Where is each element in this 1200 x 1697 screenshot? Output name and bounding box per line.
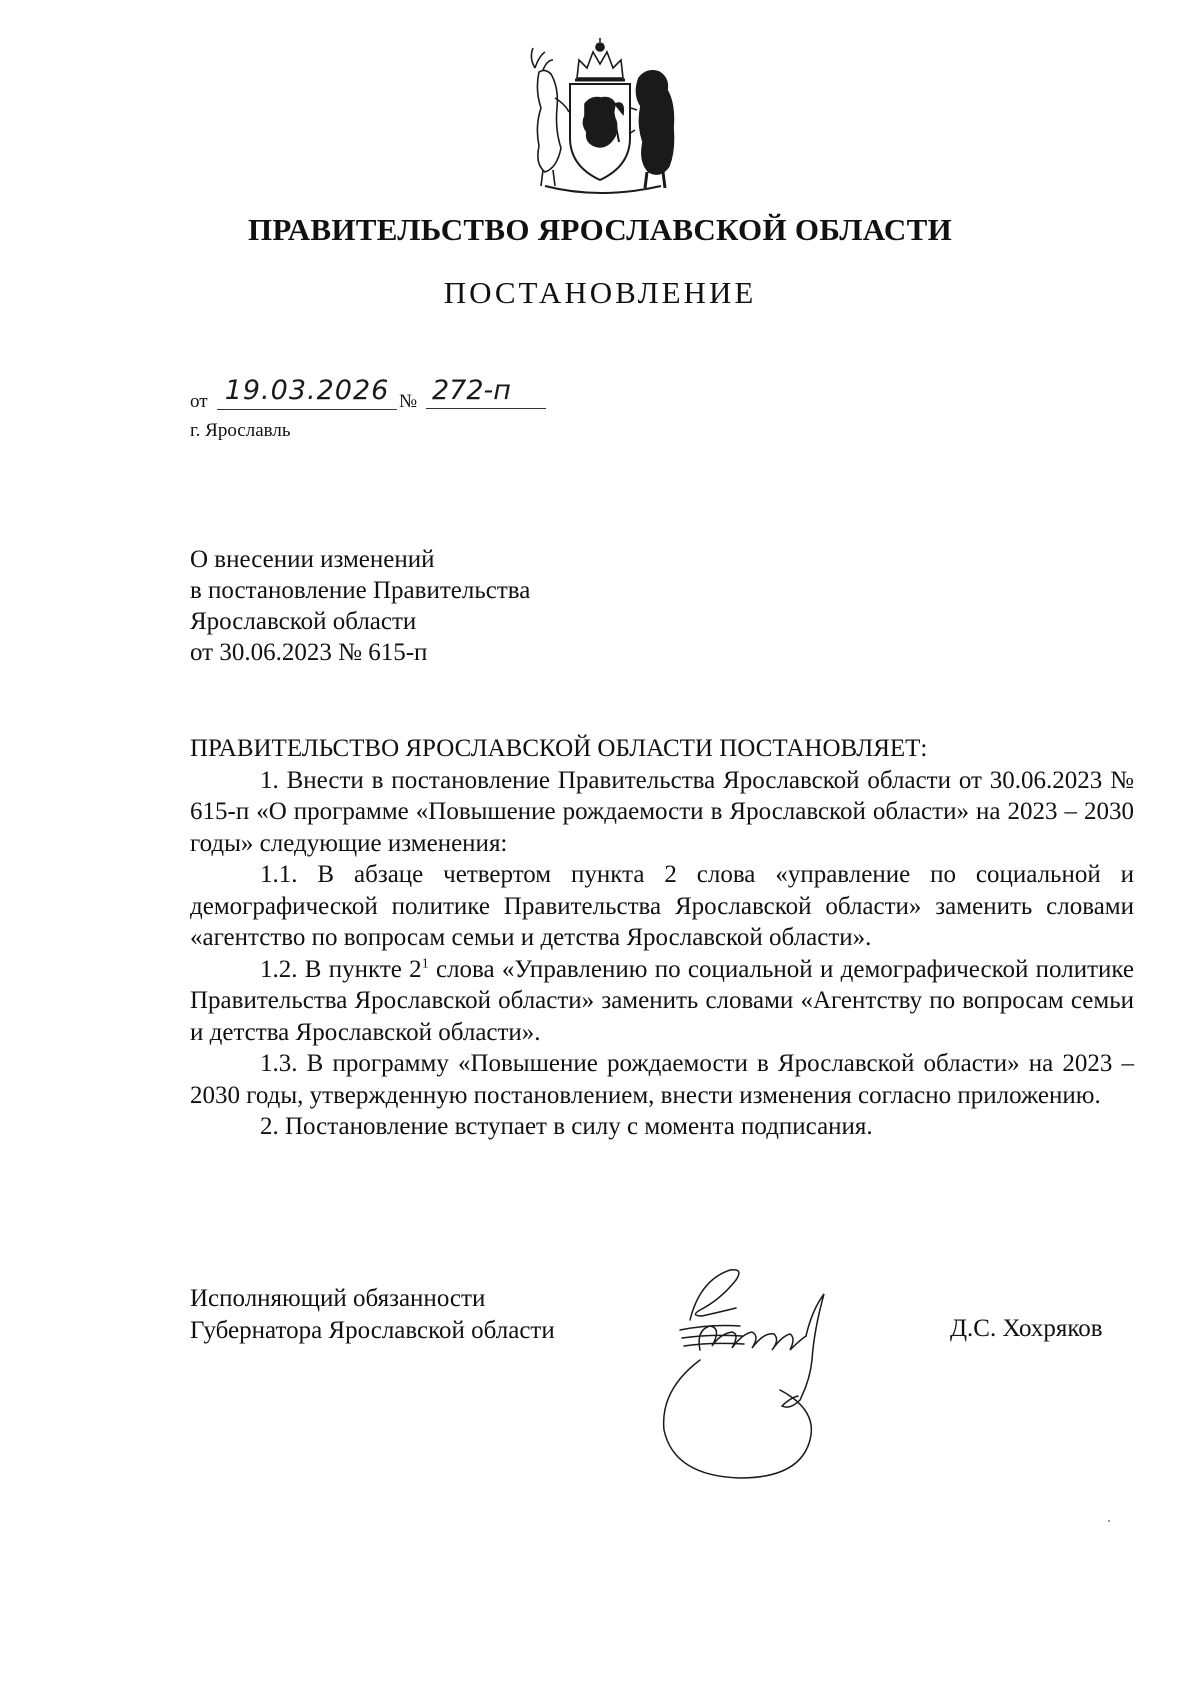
item-1-3: 1.3. В программу «Повышение рождаемости в Ярославской области» на 2023 – 2030 годы, утвержденную постановлением, внести изменения согласно приложению.	[190, 1050, 1134, 1109]
document-subject	[190, 544, 530, 668]
item-1: 1. Внести в постановление Правительства Ярославской области от 30.06.2023 № 615-п «О программе «Повышение рождаемости в Ярославской области» на 2023 – 2030 годы» следующие изменения:	[190, 766, 1134, 857]
preamble: ПРАВИТЕЛЬСТВО ЯРОСЛАВСКОЙ ОБЛАСТИ ПОСТАНОВЛЯЕТ:	[190, 735, 928, 762]
position-line: Губернатора Ярославской области	[190, 1317, 555, 1344]
handwritten-date: 19.03.2026	[217, 375, 397, 410]
signer-name: Д.С. Хохряков	[950, 1315, 1103, 1342]
item-1-2-rest: слова «Управлению по социальной и демографической политике Правительства Ярославской области» заменить словами «Агентству по вопросам семьи и детства Ярославской области».	[190, 955, 1134, 1046]
document-body	[190, 733, 1134, 1143]
position-line: Исполняющий обязанности	[190, 1285, 486, 1312]
coat-of-arms-emblem	[515, 38, 685, 198]
subject-line: О внесении изменений	[190, 546, 435, 573]
item-1-1: 1.1. В абзаце четвертом пункта 2 слова «управление по социальной и демографической политике Правительства Ярославской области» заменить словами «агентство по вопросам семьи и детства Ярославской области».	[190, 861, 1134, 951]
date-prefix: от	[190, 391, 208, 412]
subject-line: в постановление Правительства	[190, 577, 531, 604]
city-line: г. Ярославль	[190, 420, 291, 441]
registration-line	[190, 375, 710, 415]
document-type-title: ПОСТАНОВЛЕНИЕ	[443, 275, 757, 310]
subject-line: Ярославской области	[190, 608, 417, 635]
handwritten-signature	[640, 1250, 920, 1490]
subject-line: от 30.06.2023 № 615-п	[190, 639, 428, 666]
handwritten-number: 272-п	[426, 375, 546, 409]
scan-speck	[1108, 1520, 1110, 1522]
item-1-2	[190, 954, 1134, 1049]
item-2: 2. Постановление вступает в силу с момента подписания.	[260, 1113, 873, 1140]
government-title: ПРАВИТЕЛЬСТВО ЯРОСЛАВСКОЙ ОБЛАСТИ	[248, 212, 952, 247]
item-1-2-start: 1.2. В пункте 2	[260, 955, 422, 983]
number-prefix: №	[399, 391, 418, 412]
signer-position	[190, 1283, 555, 1347]
superscript: 1	[421, 956, 429, 972]
